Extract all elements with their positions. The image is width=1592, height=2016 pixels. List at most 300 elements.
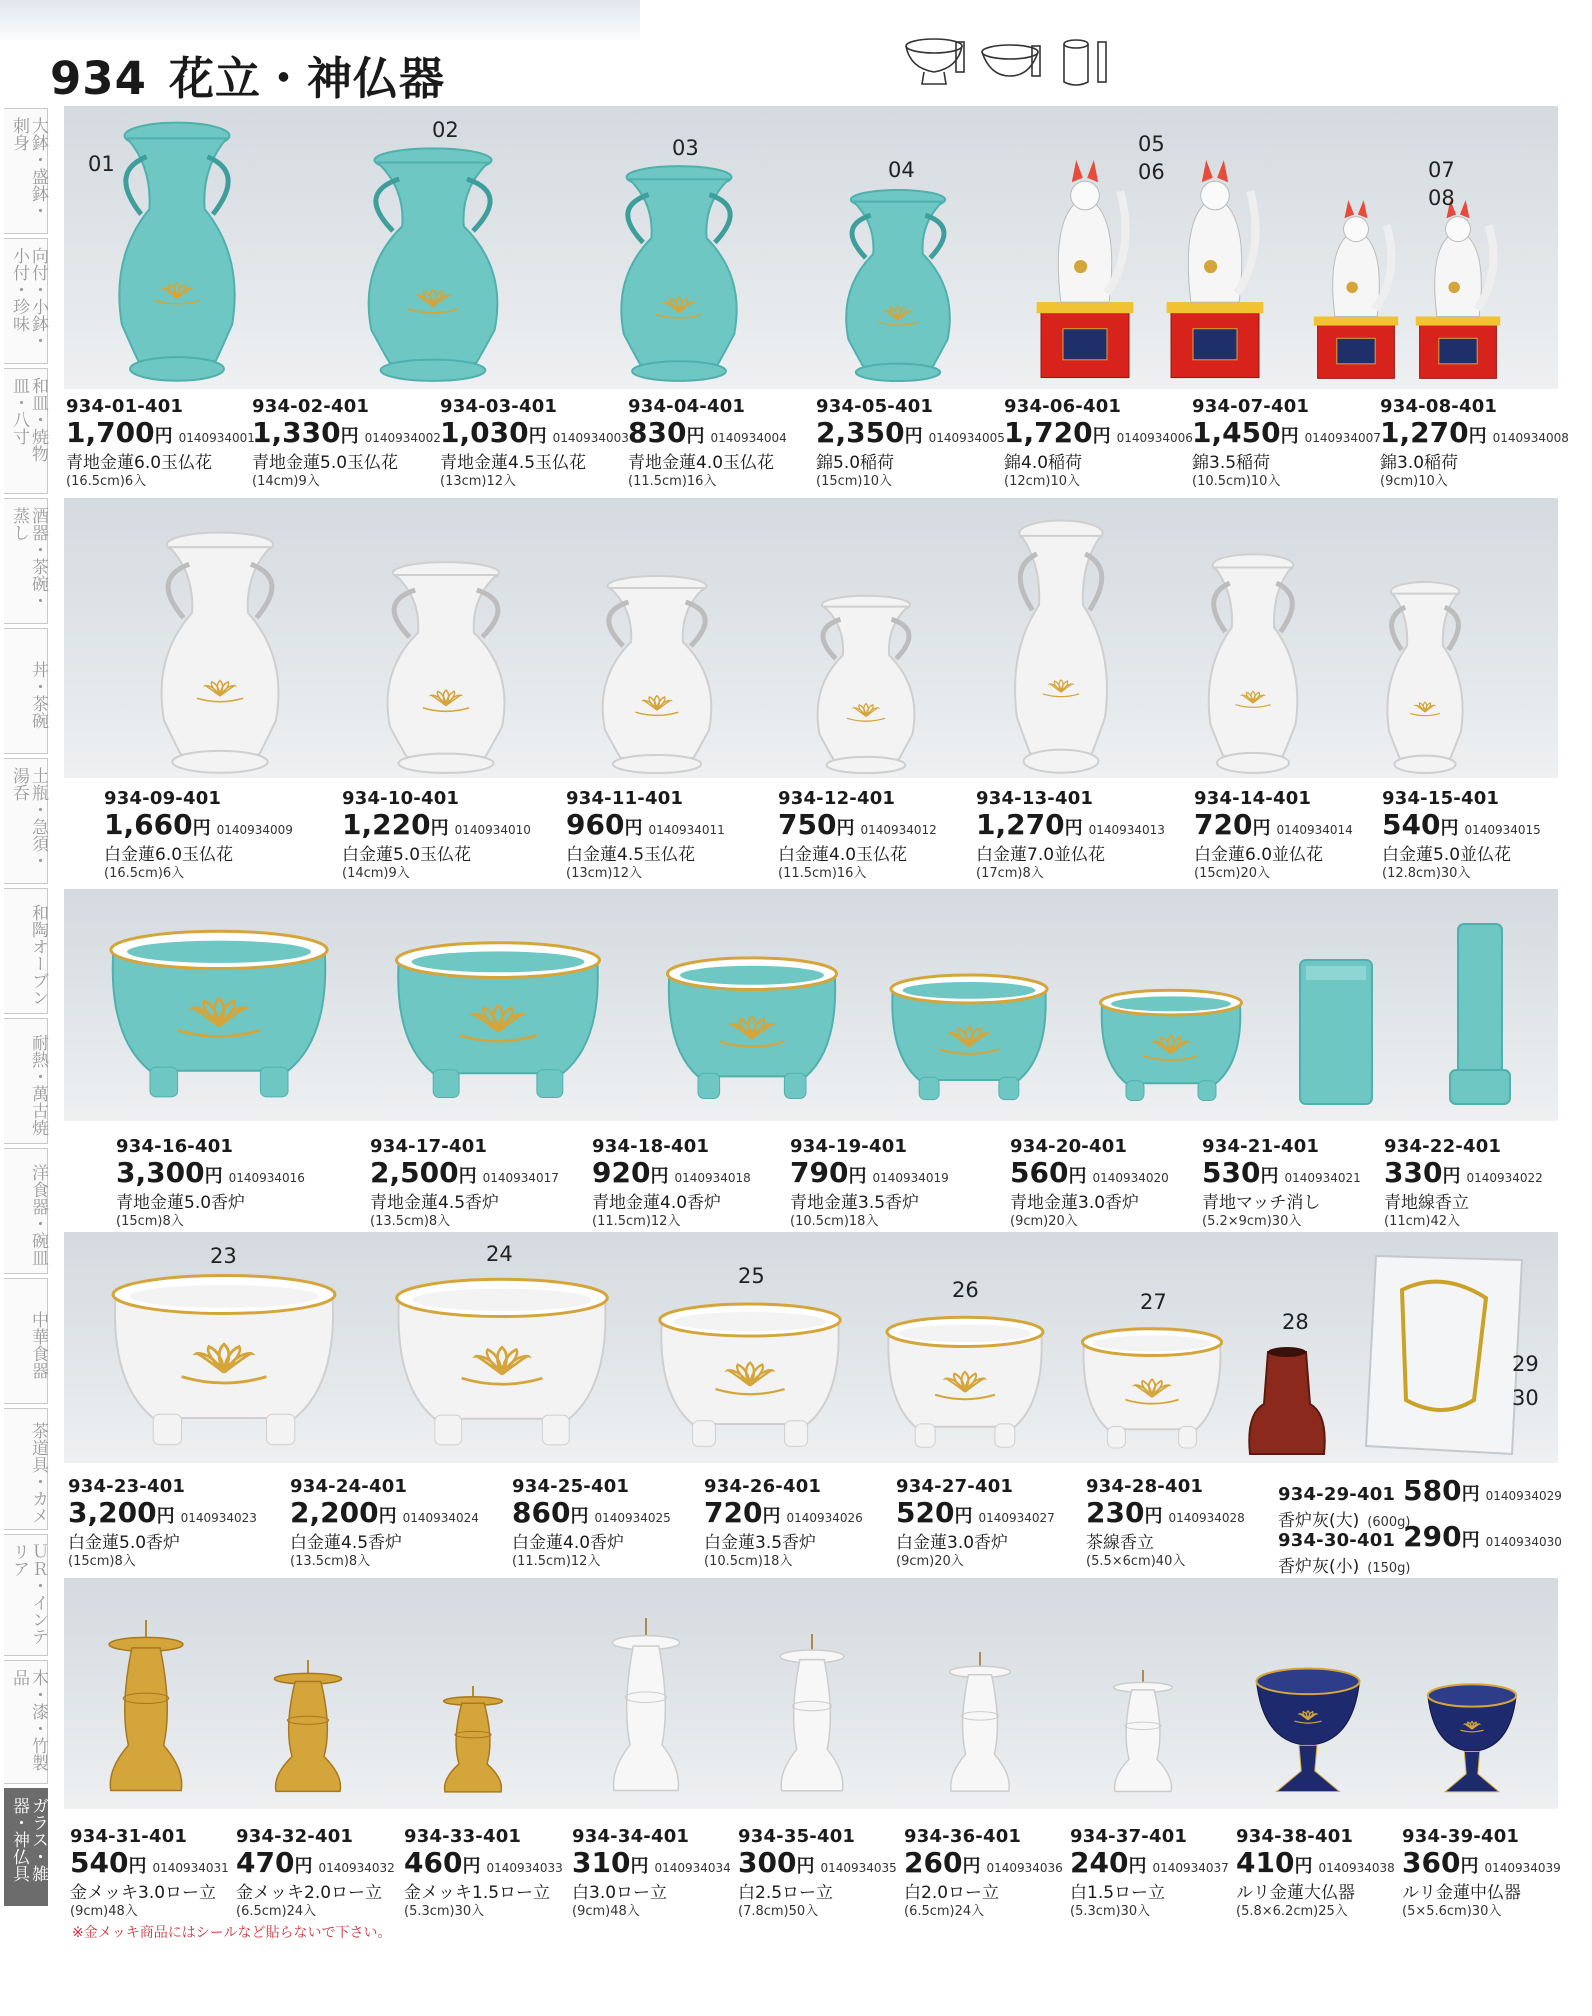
- jan-code: 0140934007: [1304, 431, 1381, 445]
- item-spec: (6.5cm)24入: [904, 1904, 985, 1919]
- yen-mark: 円: [1144, 1506, 1163, 1527]
- sidebar-tab-7[interactable]: 和陶オーブン: [4, 888, 48, 1014]
- jan-code: 0140934010: [454, 823, 531, 837]
- yen-mark: 円: [294, 1856, 313, 1877]
- item-price: 260: [904, 1846, 963, 1879]
- item-spec: (5.3cm)30入: [1070, 1904, 1151, 1919]
- price-row: [704, 1498, 863, 1533]
- product-listing: [1010, 1136, 1169, 1230]
- item-name: 茶線香立: [1086, 1533, 1154, 1553]
- yen-mark: 円: [624, 818, 643, 839]
- item-spec: (10.5cm)18入: [790, 1214, 879, 1229]
- jan-code: 0140934035: [820, 1861, 897, 1875]
- product-listing: [628, 396, 787, 490]
- price-row: [370, 1158, 559, 1193]
- item-code: 934-31-401: [70, 1826, 188, 1847]
- incense-stand-image-28: [1244, 1344, 1330, 1456]
- product-listing: [816, 396, 1005, 490]
- item-name: 青地金蓮3.0香炉: [1010, 1193, 1140, 1213]
- yen-mark: 円: [1461, 1530, 1480, 1551]
- product-listing: [778, 788, 937, 882]
- price-row: [1380, 418, 1569, 453]
- match-extinguisher-image-21: [1296, 956, 1376, 1108]
- sidebar-tab-13[interactable]: 木・漆・竹製品: [4, 1660, 48, 1784]
- sidebar-tab-11[interactable]: 茶道具・カメ: [4, 1408, 48, 1530]
- jan-code: 0140934036: [986, 1861, 1063, 1875]
- fox-statue-image-05: [1030, 160, 1140, 382]
- item-code: 934-14-401: [1194, 788, 1312, 809]
- item-code: 934-04-401: [628, 396, 746, 417]
- item-spec: (600g): [1367, 1515, 1411, 1530]
- price-row: [738, 1848, 897, 1883]
- item-price: 360: [1402, 1846, 1461, 1879]
- fox-statue-image-06: [1160, 160, 1270, 382]
- item-code: 934-13-401: [976, 788, 1094, 809]
- item-code: 934-06-401: [1004, 396, 1122, 417]
- item-code: 934-10-401: [342, 788, 460, 809]
- item-price: 540: [70, 1846, 129, 1879]
- item-name: 青地金蓮4.5香炉: [370, 1193, 500, 1213]
- item-spec: (9cm)20入: [896, 1554, 964, 1569]
- sidebar-tab-12[interactable]: ＵＲ・インテリア: [4, 1534, 48, 1656]
- item-price: 410: [1236, 1846, 1295, 1879]
- item-price: 1,270: [1380, 416, 1469, 449]
- item-code: 934-32-401: [236, 1826, 354, 1847]
- item-number-label: 04: [888, 158, 915, 182]
- item-spec: (6.5cm)24入: [236, 1904, 317, 1919]
- product-listing: [572, 1826, 731, 1920]
- candle-stand-image-37: [1108, 1670, 1178, 1794]
- yen-mark: 円: [836, 818, 855, 839]
- incense-ash-bag-image-29-30: [1362, 1250, 1530, 1460]
- jan-code: 0140934026: [786, 1511, 863, 1525]
- sidebar-tab-9[interactable]: 洋食器・碗皿: [4, 1148, 48, 1274]
- item-number-label: 30: [1512, 1386, 1539, 1410]
- item-spec: (5.2×9cm)30入: [1202, 1214, 1302, 1229]
- item-number-label: 07: [1428, 158, 1455, 182]
- product-listing: [1070, 1826, 1229, 1920]
- jan-code: 0140934038: [1318, 1861, 1395, 1875]
- sidebar-tab-10[interactable]: 中華食器: [4, 1278, 48, 1404]
- sidebar-tab-14[interactable]: ガラス・雑器・神仏具: [4, 1788, 48, 1906]
- item-spec: (13cm)12入: [566, 866, 643, 881]
- item-code: 934-03-401: [440, 396, 558, 417]
- jan-code: 0140934008: [1492, 431, 1569, 445]
- jan-code: 0140934012: [860, 823, 937, 837]
- vase-image-11: [592, 574, 722, 774]
- jan-code: 0140934020: [1092, 1171, 1169, 1185]
- yen-mark: 円: [204, 1166, 223, 1187]
- yen-mark: 円: [154, 426, 173, 447]
- item-price: 830: [628, 416, 687, 449]
- item-name: 白3.0ロー立: [572, 1883, 668, 1903]
- item-spec: (9cm)10入: [1380, 474, 1448, 489]
- jan-code: 0140934004: [710, 431, 787, 445]
- jan-code: 0140934032: [318, 1861, 395, 1875]
- price-row: [896, 1498, 1055, 1533]
- jan-code: 0140934030: [1485, 1535, 1562, 1549]
- product-listing: [976, 788, 1165, 882]
- yen-mark: 円: [796, 1856, 815, 1877]
- item-price: 720: [704, 1496, 763, 1529]
- yen-mark: 円: [458, 1166, 477, 1187]
- page-number: 934: [50, 52, 147, 105]
- price-row: [1382, 810, 1541, 845]
- item-name: 白金蓮4.0玉仏花: [778, 845, 908, 865]
- jan-code: 0140934006: [1116, 431, 1193, 445]
- item-name: 白金蓮4.5香炉: [290, 1533, 403, 1553]
- item-spec: (10.5cm)10入: [1192, 474, 1281, 489]
- jan-code: 0140934023: [180, 1511, 257, 1525]
- item-price: 240: [1070, 1846, 1129, 1879]
- item-code: 934-11-401: [566, 788, 684, 809]
- price-row: [566, 810, 725, 845]
- vase-image-12: [808, 594, 924, 774]
- item-name-row: [1278, 1557, 1562, 1578]
- item-number-label: 28: [1282, 1310, 1309, 1334]
- jan-code: 0140934024: [402, 1511, 479, 1525]
- product-listing: [1086, 1476, 1245, 1570]
- item-number-label: 03: [672, 136, 699, 160]
- item-price: 860: [512, 1496, 571, 1529]
- price-row: [628, 418, 787, 453]
- shape-icons: [898, 34, 1118, 92]
- price-row: [1192, 418, 1381, 453]
- item-name: 香炉灰(小): [1278, 1557, 1360, 1577]
- price-row: [572, 1848, 731, 1883]
- yen-mark: 円: [1460, 1856, 1479, 1877]
- yen-mark: 円: [340, 426, 359, 447]
- product-listing: [904, 1826, 1063, 1920]
- item-name: 金メッキ2.0ロー立: [236, 1883, 383, 1903]
- product-listing: [1382, 788, 1541, 882]
- item-name: 白金蓮6.0玉仏花: [104, 845, 234, 865]
- item-spec: (150g): [1367, 1561, 1411, 1576]
- item-name: 白1.5ロー立: [1070, 1883, 1166, 1903]
- item-code: 934-01-401: [66, 396, 184, 417]
- product-listing: [236, 1826, 395, 1920]
- yen-mark: 円: [128, 1856, 147, 1877]
- item-code: 934-24-401: [290, 1476, 408, 1497]
- yen-mark: 円: [528, 426, 547, 447]
- item-name: ルリ金蓮中仏器: [1402, 1883, 1521, 1903]
- product-listing: [704, 1476, 863, 1570]
- item-code: 934-29-401: [1278, 1484, 1396, 1505]
- candle-stand-image-32: [268, 1660, 348, 1794]
- item-code: 934-27-401: [896, 1476, 1014, 1497]
- item-price: 1,330: [252, 416, 341, 449]
- jan-code: 0140934027: [978, 1511, 1055, 1525]
- yen-mark: 円: [1442, 1166, 1461, 1187]
- product-listing: [370, 1136, 559, 1230]
- yen-mark: 円: [1280, 426, 1299, 447]
- item-code: 934-07-401: [1192, 396, 1310, 417]
- item-price: 2,200: [290, 1496, 379, 1529]
- yen-mark: 円: [462, 1856, 481, 1877]
- jan-code: 0140934003: [552, 431, 629, 445]
- item-name: ルリ金蓮大仏器: [1236, 1883, 1355, 1903]
- yen-mark: 円: [378, 1506, 397, 1527]
- item-code: 934-15-401: [1382, 788, 1500, 809]
- price-row: [1278, 1476, 1562, 1511]
- item-spec: (16.5cm)6入: [104, 866, 185, 881]
- item-name: 白金蓮4.5玉仏花: [566, 845, 696, 865]
- candle-stand-image-31: [102, 1620, 190, 1794]
- item-name: 錦4.0稲荷: [1004, 453, 1083, 473]
- item-code: 934-19-401: [790, 1136, 908, 1157]
- censer-image-25: [654, 1296, 846, 1456]
- item-spec: (11cm)42入: [1384, 1214, 1461, 1229]
- jan-code: 0140934021: [1284, 1171, 1361, 1185]
- censer-image-27: [1078, 1322, 1226, 1456]
- item-spec: (11.5cm)16入: [628, 474, 717, 489]
- yen-mark: 円: [1064, 818, 1083, 839]
- jan-code: 0140934015: [1464, 823, 1541, 837]
- price-row: [790, 1158, 949, 1193]
- yen-mark: 円: [686, 426, 705, 447]
- item-name: 白2.5ロー立: [738, 1883, 834, 1903]
- product-listing: [790, 1136, 949, 1230]
- item-spec: (15cm)10入: [816, 474, 893, 489]
- item-number-label: 25: [738, 1264, 765, 1288]
- item-price: 1,270: [976, 808, 1065, 841]
- item-code: 934-23-401: [68, 1476, 186, 1497]
- yen-mark: 円: [1440, 818, 1459, 839]
- vase-image-04: [836, 188, 960, 382]
- sidebar-tab-5[interactable]: 丼・茶碗: [4, 628, 48, 754]
- yen-mark: 円: [1068, 1166, 1087, 1187]
- jan-code: 0140934018: [674, 1171, 751, 1185]
- item-code: 934-17-401: [370, 1136, 488, 1157]
- product-listing: [738, 1826, 897, 1920]
- item-code: 934-21-401: [1202, 1136, 1320, 1157]
- candle-stand-image-33: [438, 1686, 508, 1794]
- item-spec: (9cm)20入: [1010, 1214, 1078, 1229]
- item-code: 934-25-401: [512, 1476, 630, 1497]
- item-price: 1,220: [342, 808, 431, 841]
- item-spec: (11.5cm)12入: [592, 1214, 681, 1229]
- censer-image-26: [882, 1310, 1048, 1456]
- jan-code: 0140934016: [228, 1171, 305, 1185]
- vase-image-13: [1006, 518, 1116, 774]
- sidebar-tab-6[interactable]: 土瓶・急須・湯呑: [4, 758, 48, 884]
- jan-code: 0140934031: [152, 1861, 229, 1875]
- item-number-label: 29: [1512, 1352, 1539, 1376]
- item-number-label: 08: [1428, 186, 1455, 210]
- item-code: 934-38-401: [1236, 1826, 1354, 1847]
- yen-mark: 円: [1461, 1484, 1480, 1505]
- item-code: 934-22-401: [1384, 1136, 1502, 1157]
- item-name: 青地金蓮4.0香炉: [592, 1193, 722, 1213]
- item-price: 470: [236, 1846, 295, 1879]
- item-name: 白2.0ロー立: [904, 1883, 1000, 1903]
- censer-image-24: [390, 1270, 614, 1456]
- item-price: 230: [1086, 1496, 1145, 1529]
- product-listing: [290, 1476, 479, 1570]
- item-name: 金メッキ1.5ロー立: [404, 1883, 551, 1903]
- item-name: 青地金蓮4.0玉仏花: [628, 453, 775, 473]
- price-row: [1004, 418, 1193, 453]
- price-row: [1384, 1158, 1543, 1193]
- yen-mark: 円: [1092, 426, 1111, 447]
- item-number-label: 02: [432, 118, 459, 142]
- item-code: 934-37-401: [1070, 1826, 1188, 1847]
- item-name: 白金蓮5.0香炉: [68, 1533, 181, 1553]
- yen-mark: 円: [1252, 818, 1271, 839]
- item-spec: (17cm)8入: [976, 866, 1044, 881]
- item-number-label: 26: [952, 1278, 979, 1302]
- price-row: [342, 810, 531, 845]
- item-number-label: 01: [88, 152, 115, 176]
- price-row: [1278, 1522, 1562, 1557]
- jan-code: 0140934037: [1152, 1861, 1229, 1875]
- item-price: 3,300: [116, 1156, 205, 1189]
- page-category: 花立・神仏器: [168, 52, 445, 105]
- price-row: [66, 418, 255, 453]
- product-listing: [1192, 396, 1381, 490]
- yen-mark: 円: [192, 818, 211, 839]
- jan-code: 0140934019: [872, 1171, 949, 1185]
- item-price: 540: [1382, 808, 1441, 841]
- sidebar-tab-8[interactable]: 耐熱・萬古焼: [4, 1018, 48, 1144]
- sidebar-tab-2[interactable]: 向付・小鉢・小付・珍味: [4, 238, 48, 364]
- price-row: [68, 1498, 257, 1533]
- price-row: [236, 1848, 395, 1883]
- vase-image-14: [1200, 552, 1306, 774]
- censer-image-20: [1096, 984, 1246, 1108]
- price-row: [290, 1498, 479, 1533]
- item-code: 934-02-401: [252, 396, 370, 417]
- jan-code: 0140934022: [1466, 1171, 1543, 1185]
- product-listing: [566, 788, 725, 882]
- sidebar-tab-1[interactable]: 大鉢・盛鉢・刺身: [4, 108, 48, 234]
- item-spec: (9cm)48入: [70, 1904, 138, 1919]
- item-price: 460: [404, 1846, 463, 1879]
- candle-stand-image-36: [944, 1652, 1016, 1794]
- yen-mark: 円: [430, 818, 449, 839]
- vase-image-15: [1380, 580, 1470, 774]
- item-code: 934-33-401: [404, 1826, 522, 1847]
- price-row: [440, 418, 629, 453]
- item-code: 934-18-401: [592, 1136, 710, 1157]
- item-code: 934-20-401: [1010, 1136, 1128, 1157]
- item-code: 934-30-401: [1278, 1530, 1396, 1551]
- item-name: 白金蓮7.0並仏花: [976, 845, 1106, 865]
- item-spec: (11.5cm)12入: [512, 1554, 601, 1569]
- jan-code: 0140934039: [1484, 1861, 1561, 1875]
- yen-mark: 円: [570, 1506, 589, 1527]
- item-name: 青地マッチ消し: [1202, 1193, 1321, 1213]
- ash-listing: [1278, 1522, 1562, 1578]
- item-spec: (16.5cm)6入: [66, 474, 147, 489]
- product-listing: [1004, 396, 1193, 490]
- product-listing: [116, 1136, 305, 1230]
- yen-mark: 円: [1468, 426, 1487, 447]
- item-name: 錦5.0稲荷: [816, 453, 895, 473]
- item-spec: (10.5cm)18入: [704, 1554, 793, 1569]
- item-name: 青地金蓮5.0香炉: [116, 1193, 246, 1213]
- item-price: 720: [1194, 808, 1253, 841]
- price-row: [816, 418, 1005, 453]
- candle-stand-image-34: [606, 1618, 686, 1794]
- item-spec: (5.3cm)30入: [404, 1904, 485, 1919]
- item-spec: (11.5cm)16入: [778, 866, 867, 881]
- item-code: 934-05-401: [816, 396, 934, 417]
- item-price: 1,450: [1192, 416, 1281, 449]
- product-listing: [512, 1476, 671, 1570]
- jan-code: 0140934029: [1485, 1489, 1562, 1503]
- item-price: 790: [790, 1156, 849, 1189]
- item-name: 白金蓮5.0並仏花: [1382, 845, 1512, 865]
- item-price: 1,660: [104, 808, 193, 841]
- product-listing: [1384, 1136, 1543, 1230]
- sidebar-tab-3[interactable]: 和皿・焼物皿・八寸: [4, 368, 48, 494]
- censer-image-16: [104, 922, 334, 1108]
- jan-code: 0140934005: [928, 431, 1005, 445]
- sidebar-tab-4[interactable]: 酒器・茶碗・蒸し: [4, 498, 48, 624]
- item-name: 青地金蓮5.0玉仏花: [252, 453, 399, 473]
- item-spec: (12cm)10入: [1004, 474, 1081, 489]
- price-row: [252, 418, 441, 453]
- price-row: [1194, 810, 1353, 845]
- jan-code: 0140934002: [364, 431, 441, 445]
- price-row: [592, 1158, 751, 1193]
- item-price: 1,030: [440, 416, 529, 449]
- item-name: 香炉灰(大): [1278, 1511, 1360, 1531]
- item-name: 金メッキ3.0ロー立: [70, 1883, 217, 1903]
- product-listing: [440, 396, 629, 490]
- item-price: 2,350: [816, 416, 905, 449]
- yen-mark: 円: [1260, 1166, 1279, 1187]
- item-name: 青地金蓮3.5香炉: [790, 1193, 920, 1213]
- product-listing: [592, 1136, 751, 1230]
- product-listing: [66, 396, 255, 490]
- item-spec: (12.8cm)30入: [1382, 866, 1471, 881]
- jan-code: 0140934014: [1276, 823, 1353, 837]
- item-price: 290: [1403, 1520, 1462, 1553]
- yen-mark: 円: [848, 1166, 867, 1187]
- buddhist-offering-bowl-image-38: [1252, 1666, 1364, 1794]
- item-name: 青地線香立: [1384, 1193, 1469, 1213]
- incense-holder-image-22: [1448, 920, 1512, 1108]
- item-name: 青地金蓮6.0玉仏花: [66, 453, 213, 473]
- yen-mark: 円: [762, 1506, 781, 1527]
- item-spec: (13.5cm)8入: [370, 1214, 451, 1229]
- item-code: 934-08-401: [1380, 396, 1498, 417]
- jan-code: 0140934028: [1168, 1511, 1245, 1525]
- item-code: 934-28-401: [1086, 1476, 1204, 1497]
- item-price: 530: [1202, 1156, 1261, 1189]
- product-listing: [1236, 1826, 1395, 1920]
- item-price: 300: [738, 1846, 797, 1879]
- yen-mark: 円: [650, 1166, 669, 1187]
- price-row: [104, 810, 293, 845]
- item-name: 白金蓮3.5香炉: [704, 1533, 817, 1553]
- fox-statue-image-07: [1308, 200, 1404, 382]
- product-listing: [70, 1826, 229, 1920]
- item-spec: (7.8cm)50入: [738, 1904, 819, 1919]
- vase-image-09: [150, 530, 290, 774]
- price-row: [1402, 1848, 1561, 1883]
- jan-code: 0140934011: [648, 823, 725, 837]
- product-listing: [342, 788, 531, 882]
- item-spec: (14cm)9入: [252, 474, 320, 489]
- item-price: 520: [896, 1496, 955, 1529]
- item-spec: (15cm)8入: [68, 1554, 136, 1569]
- item-price: 920: [592, 1156, 651, 1189]
- item-price: 580: [1403, 1474, 1462, 1507]
- item-code: 934-36-401: [904, 1826, 1022, 1847]
